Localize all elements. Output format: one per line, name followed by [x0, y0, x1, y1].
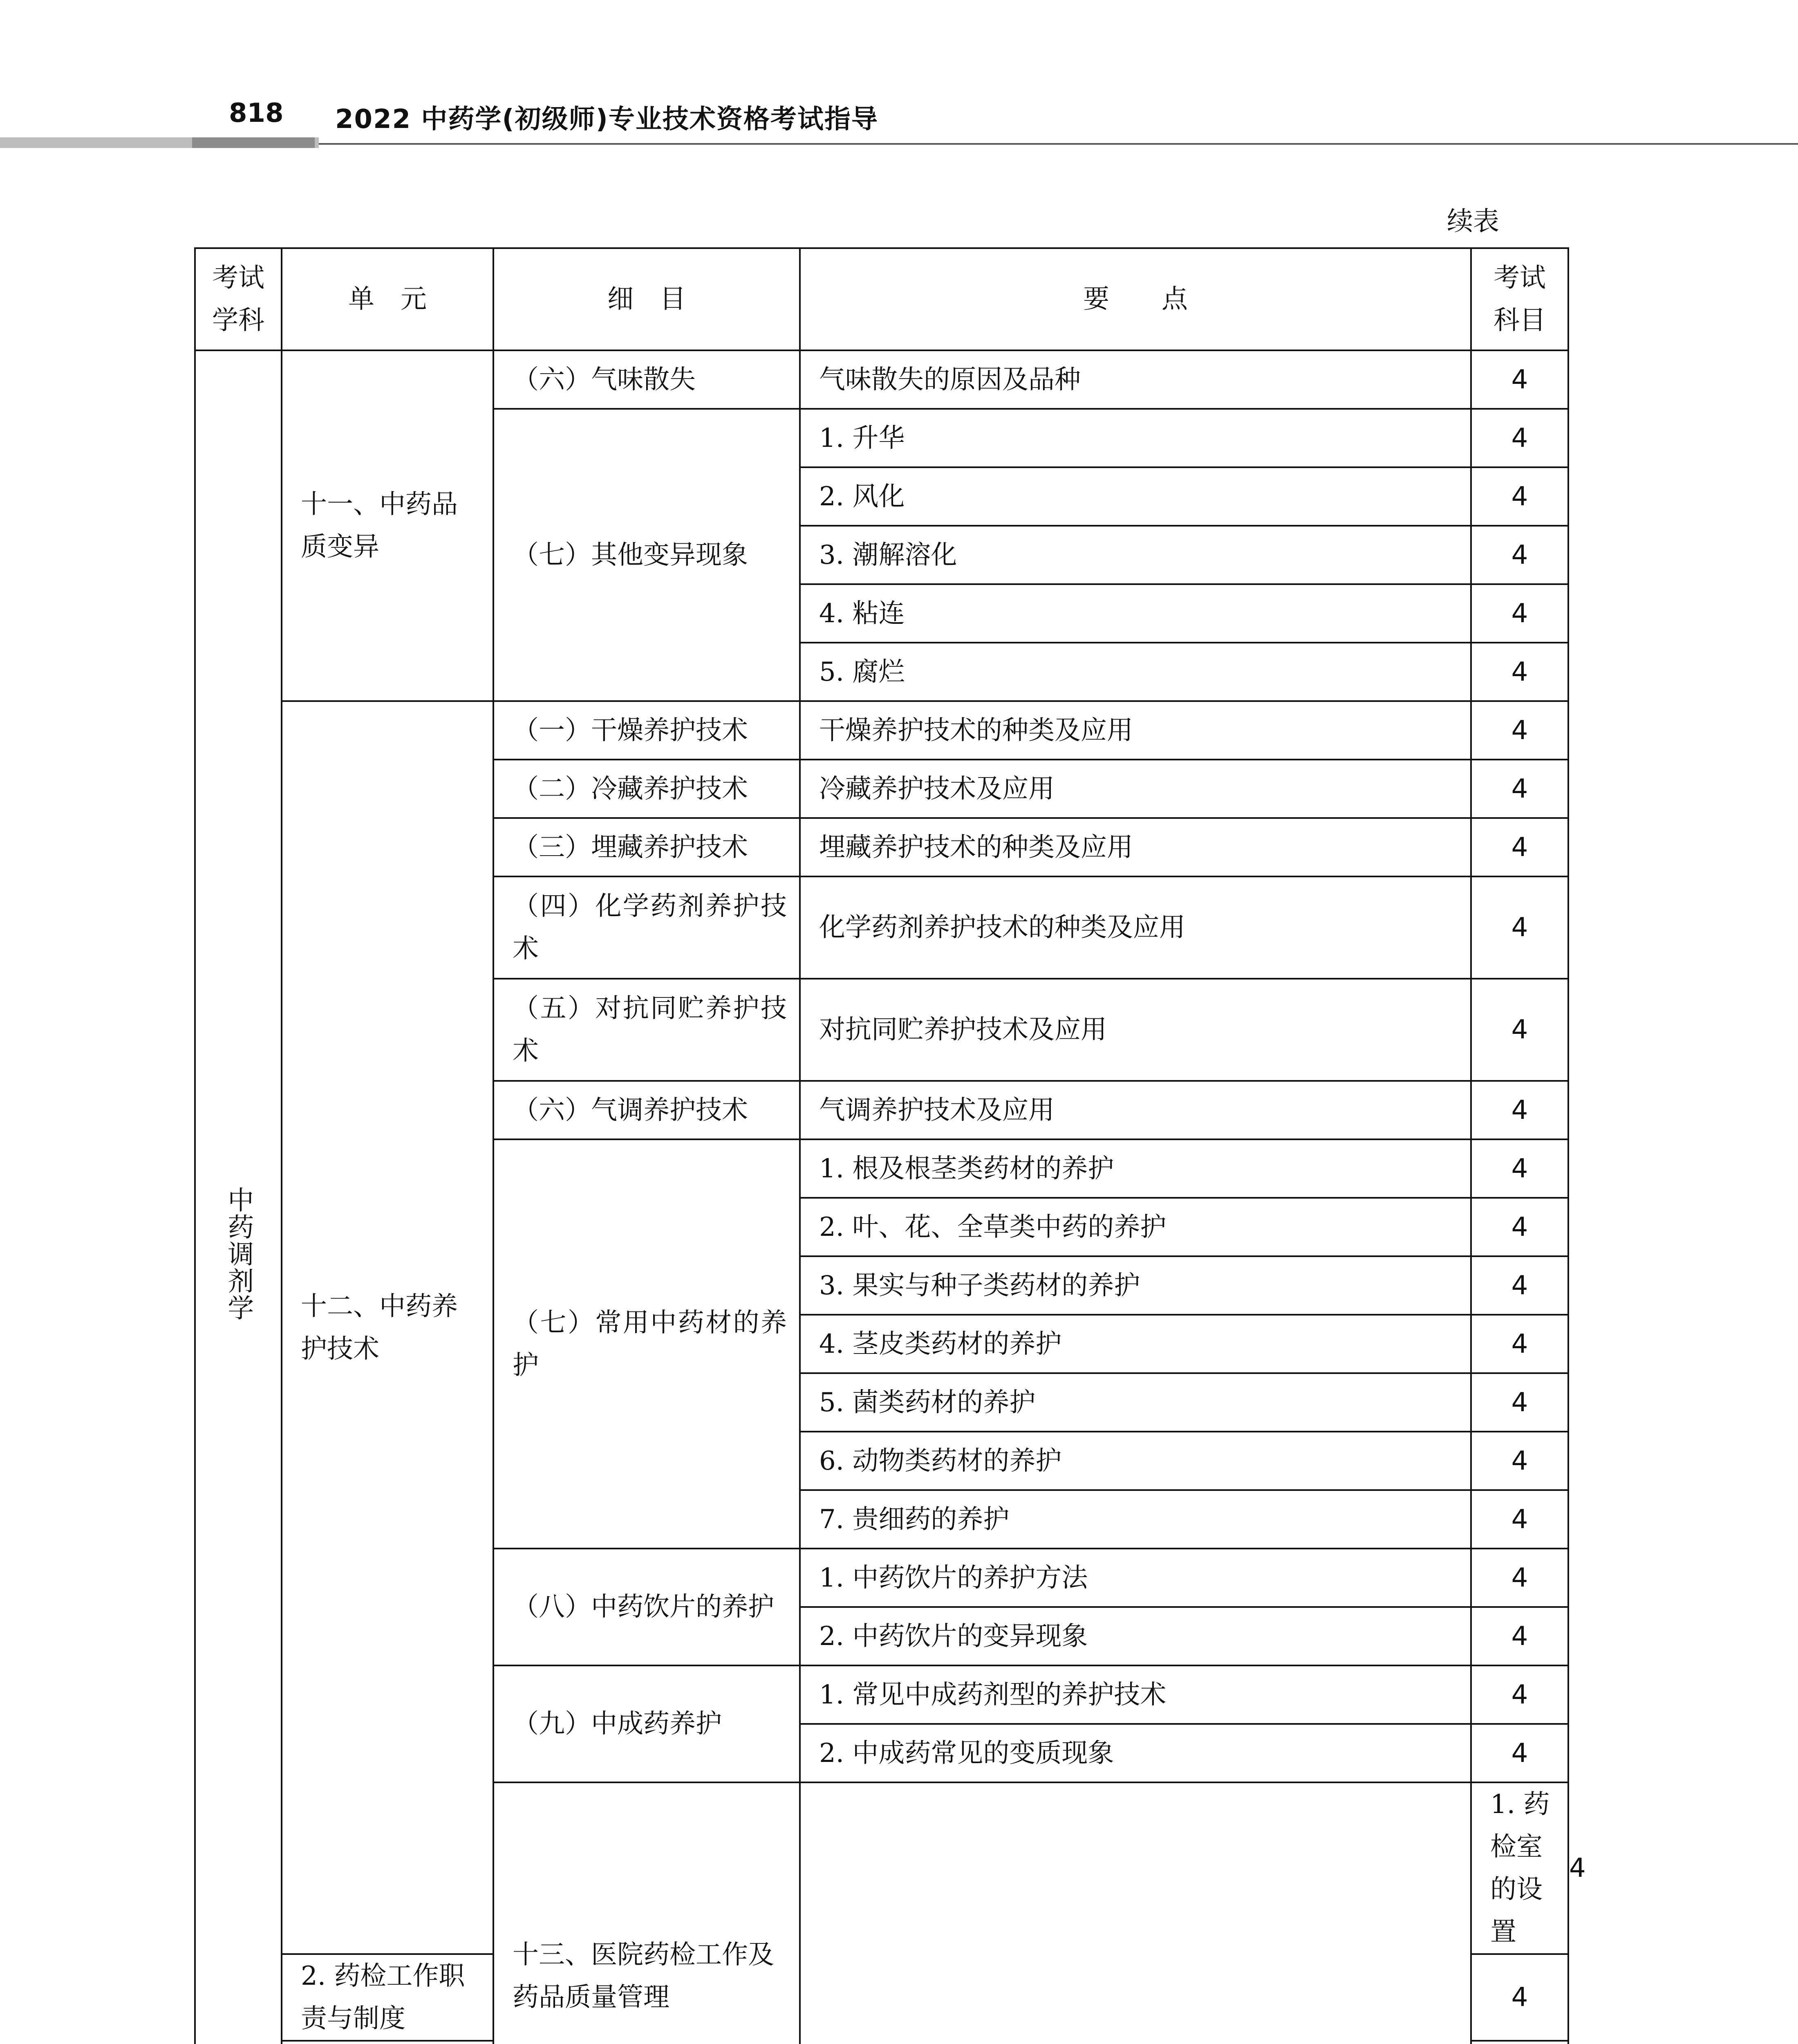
syllabus-table [194, 247, 1586, 2044]
point-cell [282, 2041, 493, 2044]
header-rule [319, 143, 1798, 145]
header-subject: 考试学科 [195, 248, 282, 350]
level-cell: 4 [1471, 526, 1568, 584]
level-cell: 4 [1471, 1081, 1568, 1139]
level-cell: 4 [1471, 467, 1568, 526]
table-row [195, 350, 1568, 409]
unit-cell: 十二、中药养护技术 [282, 701, 493, 1954]
detail-cell: （四）化学药剂养护技术 [493, 876, 800, 979]
point-cell: 2. 叶、花、全草类中药的养护 [800, 1198, 1471, 1256]
page-header [0, 0, 1798, 147]
detail-cell: （七）常用中药材的养护 [493, 1139, 800, 1549]
page-number: 818 [229, 98, 284, 128]
point-cell: 气调养护技术及应用 [800, 1081, 1471, 1139]
point-cell: 2. 药检工作职责与制度 [282, 1954, 493, 2041]
point-cell: 5. 菌类药材的养护 [800, 1373, 1471, 1432]
table-row [195, 701, 1568, 760]
level-cell: 4 [1471, 1954, 1568, 2041]
point-cell: 冷藏养护技术及应用 [800, 760, 1471, 818]
level-cell: 4 [1471, 760, 1568, 818]
point-cell: 干燥养护技术的种类及应用 [800, 701, 1471, 760]
level-cell: 4 [1471, 409, 1568, 467]
header-unit: 单 元 [282, 248, 493, 350]
continued-label: 续表 [1447, 206, 1499, 237]
detail-cell: （五）对抗同贮养护技术 [493, 979, 800, 1081]
point-cell: 1. 中药饮片的养护方法 [800, 1549, 1471, 1607]
detail-cell: （一）干燥养护技术 [493, 701, 800, 760]
level-cell: 4 [1471, 1373, 1568, 1432]
point-cell: 2. 中成药常见的变质现象 [800, 1724, 1471, 1782]
detail-cell: （六）气调养护技术 [493, 1081, 800, 1139]
level-cell: 4 [1471, 350, 1568, 409]
level-cell: 4 [1471, 876, 1568, 979]
detail-cell: （七）其他变异现象 [493, 409, 800, 701]
level-cell: 4 [1471, 1490, 1568, 1549]
point-cell: 2. 中药饮片的变异现象 [800, 1607, 1471, 1665]
point-cell: 气味散失的原因及品种 [800, 350, 1471, 409]
point-cell: 3. 潮解溶化 [800, 526, 1471, 584]
level-cell: 4 [1471, 584, 1568, 643]
level-cell: 4 [1471, 1139, 1568, 1198]
detail-cell [800, 1782, 1471, 2044]
point-cell: 3. 果实与种子类药材的养护 [800, 1256, 1471, 1315]
level-cell: 4 [1471, 1724, 1568, 1782]
point-cell: 6. 动物类药材的养护 [800, 1432, 1471, 1490]
header-points: 要 点 [800, 248, 1471, 350]
syllabus-table-wrap [194, 247, 1586, 2044]
point-cell: 2. 风化 [800, 467, 1471, 526]
point-cell: 1. 升华 [800, 409, 1471, 467]
point-cell: 对抗同贮养护技术及应用 [800, 979, 1471, 1081]
point-cell: 埋藏养护技术的种类及应用 [800, 818, 1471, 876]
level-cell: 4 [1471, 818, 1568, 876]
header-level: 考试科目 [1471, 248, 1568, 350]
point-cell: 4. 茎皮类药材的养护 [800, 1315, 1471, 1373]
level-cell: 4 [1471, 1256, 1568, 1315]
level-cell: 4 [1471, 643, 1568, 701]
subject-cell: 中药调剂学 [195, 350, 282, 2044]
detail-cell: （六）气味散失 [493, 350, 800, 409]
detail-cell: （二）冷藏养护技术 [493, 760, 800, 818]
table-header-row [195, 248, 1568, 350]
level-cell [1471, 2041, 1568, 2044]
level-cell: 4 [1471, 1607, 1568, 1665]
level-cell: 4 [1471, 979, 1568, 1081]
point-cell: 化学药剂养护技术的种类及应用 [800, 876, 1471, 979]
point-cell: 1. 根及根茎类药材的养护 [800, 1139, 1471, 1198]
header-bar-accent [192, 137, 315, 148]
level-cell: 4 [1471, 1665, 1568, 1724]
detail-cell: （八）中药饮片的养护 [493, 1549, 800, 1665]
detail-cell: （三）埋藏养护技术 [493, 818, 800, 876]
unit-cell: 十三、医院药检工作及药品质量管理 [493, 1782, 800, 2044]
book-title: 2022 中药学(初级师)专业技术资格考试指导 [335, 104, 878, 134]
level-cell: 4 [1471, 701, 1568, 760]
table-row: 十三、医院药检工作及药品质量管理 1. 药检室的设置 4 [195, 1782, 1568, 1954]
point-cell: 4. 粘连 [800, 584, 1471, 643]
level-cell: 4 [1471, 1315, 1568, 1373]
level-cell: 4 [1471, 1432, 1568, 1490]
level-cell: 4 [1471, 1198, 1568, 1256]
header-detail: 细 目 [493, 248, 800, 350]
point-cell: 7. 贵细药的养护 [800, 1490, 1471, 1549]
unit-cell: 十一、中药品质变异 [282, 350, 493, 701]
level-cell: 4 [1471, 1549, 1568, 1607]
point-cell: 1. 药检室的设置 [1471, 1782, 1568, 1954]
detail-cell: （九）中成药养护 [493, 1665, 800, 1782]
point-cell: 5. 腐烂 [800, 643, 1471, 701]
point-cell: 1. 常见中成药剂型的养护技术 [800, 1665, 1471, 1724]
